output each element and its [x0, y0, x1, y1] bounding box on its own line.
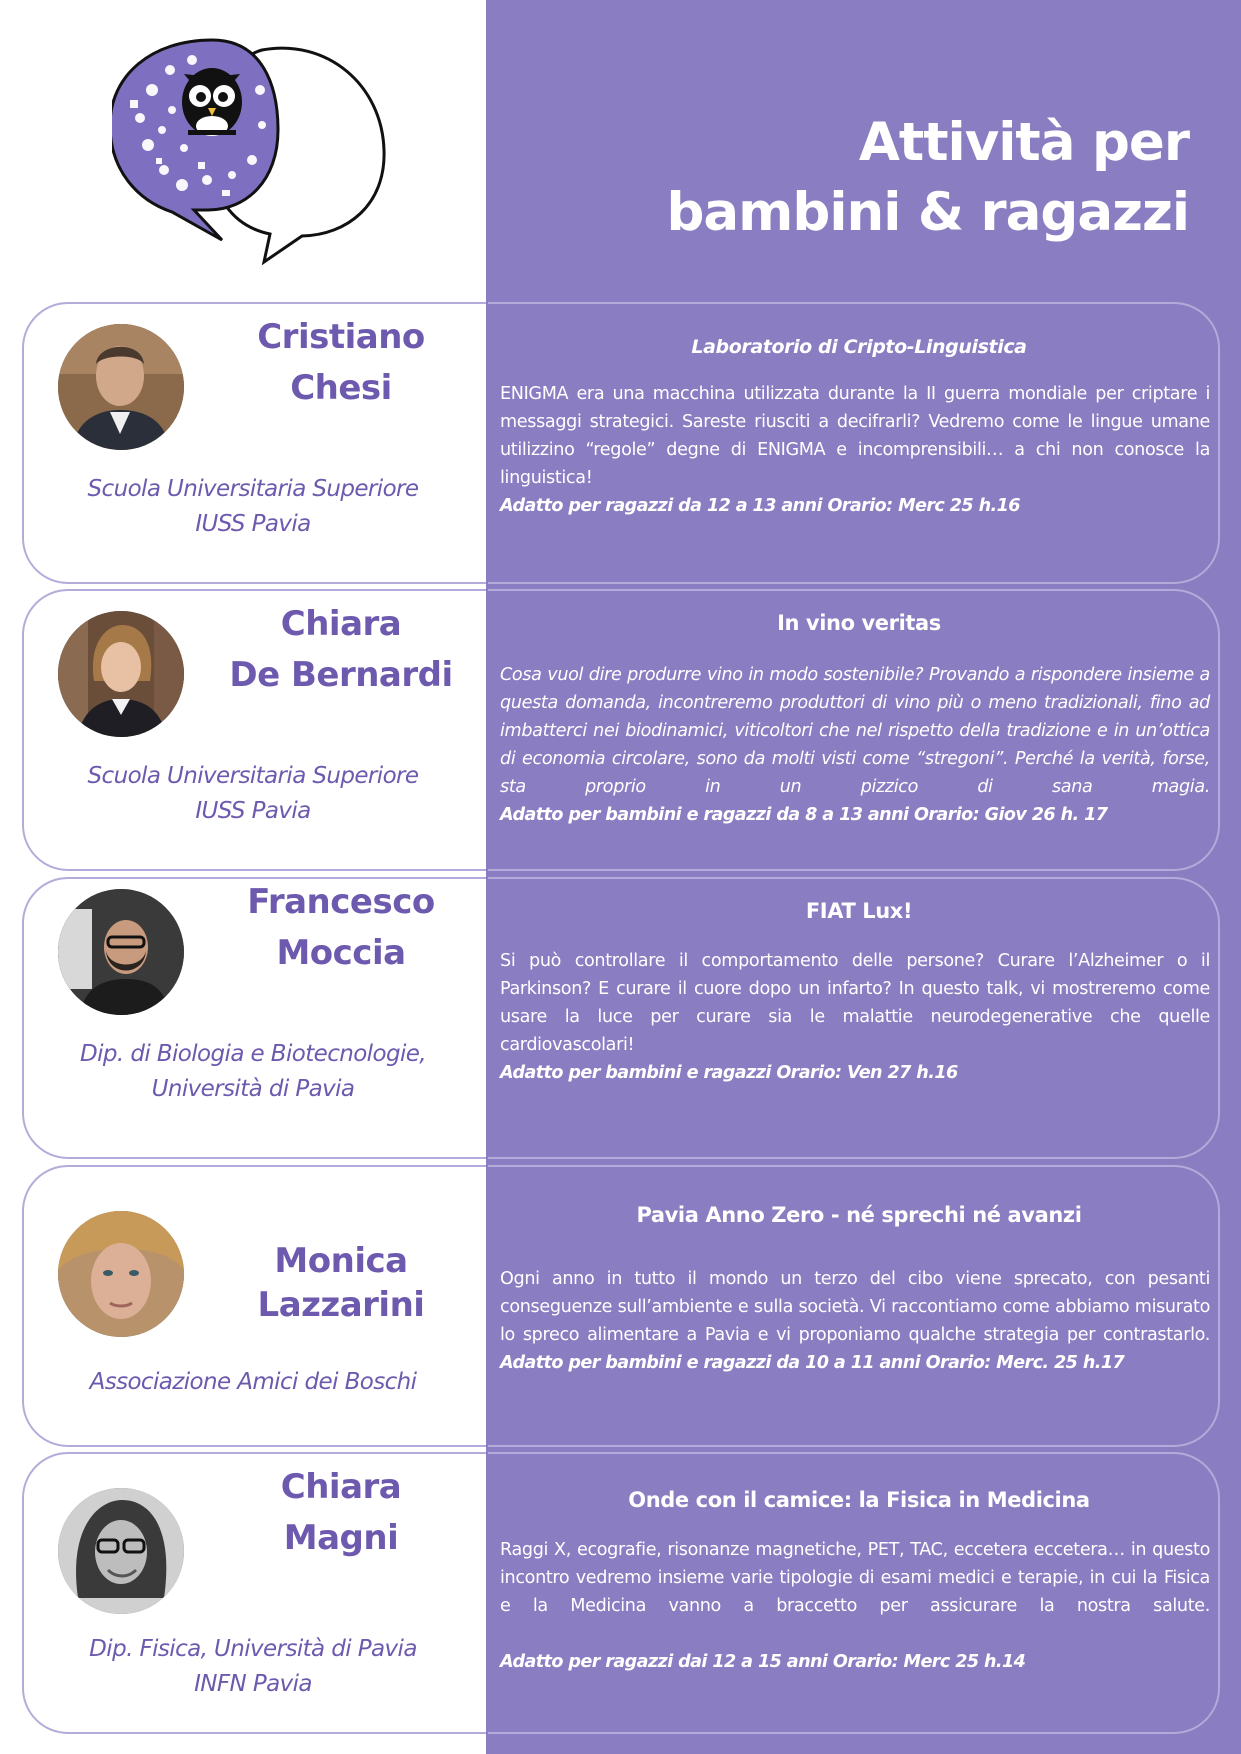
page-title-line2: bambini & ragazzi: [666, 182, 1189, 243]
activity-details: Adatto per bambini e ragazzi da 8 a 13 anni Orario: Giov 26 h. 17: [500, 805, 1108, 825]
speaker-first-name: Francesco: [247, 882, 435, 922]
activity-details: Adatto per bambini e ragazzi da 10 a 11 anni Orario: Merc. 25 h.17: [500, 1353, 1125, 1373]
speaker-photo: [58, 1211, 184, 1337]
affiliation-line1: Scuola Universitaria Superiore: [87, 476, 419, 502]
card-divider: [486, 1452, 488, 1734]
card-divider: [486, 302, 488, 584]
speaker-name: [198, 1462, 484, 1564]
activity-title: FIAT Lux!: [805, 899, 913, 923]
affiliation-line1: Scuola Universitaria Superiore: [87, 763, 419, 789]
activity-title: Onde con il camice: la Fisica in Medicina: [628, 1488, 1090, 1512]
activity-description: ENIGMA era una macchina utilizzata durante la II guerra mondiale per criptare i messaggi strategici. Sareste riusciti a decifrarli? Vedremo come le lingue umane utilizzino “regole” degne di ENIGMA e incomprensibili… a chi non conosce la linguistica!: [500, 384, 1210, 488]
speaker-first-name: Cristiano: [257, 317, 425, 357]
activity-description: Si può controllare il comportamento delle persone? Curare l’Alzheimer o il Parkinson? E curare il cuore dopo un infarto? In questo talk, vi mostreremo come usare la luce per curare sia le malattie neurodegenerative che quelle cardiovascolari!: [500, 951, 1210, 1055]
speaker-card: [22, 589, 1220, 871]
activity-description: Ogni anno in tutto il mondo un terzo del cibo viene sprecato, con pesanti conseguenze sull’ambiente e sulla società. Vi raccontiamo come abbiamo misurato lo spreco alimentare a Pavia e vi proponiamo qualche strategia per contrastarlo.: [500, 1269, 1210, 1345]
activity-title: In vino veritas: [777, 611, 941, 635]
speaker-name: [198, 312, 484, 414]
activity-title: Laboratorio di Cripto-Linguistica: [691, 336, 1027, 358]
speaker-card: [22, 1452, 1220, 1734]
speaker-affiliation: [30, 1632, 476, 1702]
speaker-affiliation: [30, 1365, 476, 1400]
page-title-line1: Attività per: [858, 112, 1189, 173]
speaker-first-name: Monica: [274, 1241, 408, 1281]
activity-details: Adatto per ragazzi da 12 a 13 anni Orario: Merc 25 h.16: [500, 496, 1020, 516]
speaker-affiliation: [30, 1037, 476, 1107]
speaker-photo: [58, 611, 184, 737]
card-divider: [486, 877, 488, 1159]
affiliation-line2: Università di Pavia: [151, 1076, 355, 1102]
affiliation-line1: Dip. Fisica, Università di Pavia: [89, 1636, 417, 1662]
activity-title: Pavia Anno Zero - né sprechi né avanzi: [636, 1203, 1082, 1227]
activity-details: Adatto per bambini e ragazzi Orario: Ven 27 h.16: [500, 1063, 958, 1083]
owl-icon: [182, 68, 242, 136]
speaker-last-name: Moccia: [276, 933, 406, 973]
speaker-last-name: Lazzarini: [257, 1285, 425, 1325]
owl-speech-bubble-logo: [112, 30, 392, 270]
speaker-photo: [58, 889, 184, 1015]
speaker-card: [22, 302, 1220, 584]
affiliation-line2: IUSS Pavia: [195, 798, 311, 824]
speaker-affiliation: [30, 472, 476, 542]
speaker-name: [198, 1239, 484, 1327]
activity-description: Cosa vuol dire produrre vino in modo sostenibile? Provando a rispondere insieme a questa domanda, incontreremo produttori di vino più o meno tradizionali, fino ad imbatterci nei biodinamici, viticoltori che nel rispetto della tradizione e in un’ottica di economia circolare, sono da molti visti come “stregoni”. Perché la verità, forse, sta proprio in un pizzico di sana magia.: [500, 665, 1210, 797]
affiliation-line2: IUSS Pavia: [195, 511, 311, 537]
activity-details: Adatto per ragazzi dai 12 a 15 anni Orario: Merc 25 h.14: [500, 1652, 1026, 1672]
card-divider: [486, 589, 488, 871]
page-title: [629, 108, 1189, 248]
card-divider: [486, 1165, 488, 1447]
affiliation-line1: Associazione Amici dei Boschi: [89, 1369, 417, 1395]
speaker-first-name: Chiara: [280, 604, 402, 644]
speaker-last-name: De Bernardi: [229, 655, 453, 695]
affiliation-line1: Dip. di Biologia e Biotecnologie,: [80, 1041, 426, 1067]
speaker-name: [198, 599, 484, 701]
speaker-affiliation: [30, 759, 476, 829]
speaker-first-name: Chiara: [280, 1467, 402, 1507]
activity-description: Raggi X, ecografie, risonanze magnetiche, PET, TAC, eccetera eccetera… in questo incontro vedremo insieme varie tipologie di esami medici e terapie, in cui la Fisica e la Medicina vanno a braccetto per assicurare la nostra salute.: [500, 1540, 1210, 1616]
speaker-name: [198, 877, 484, 979]
speaker-last-name: Chesi: [290, 368, 392, 408]
speaker-card: [22, 1165, 1220, 1447]
speaker-last-name: Magni: [283, 1518, 399, 1558]
speaker-card: [22, 877, 1220, 1159]
speaker-photo: [58, 1488, 184, 1614]
speaker-photo: [58, 324, 184, 450]
affiliation-line2: INFN Pavia: [194, 1671, 312, 1697]
